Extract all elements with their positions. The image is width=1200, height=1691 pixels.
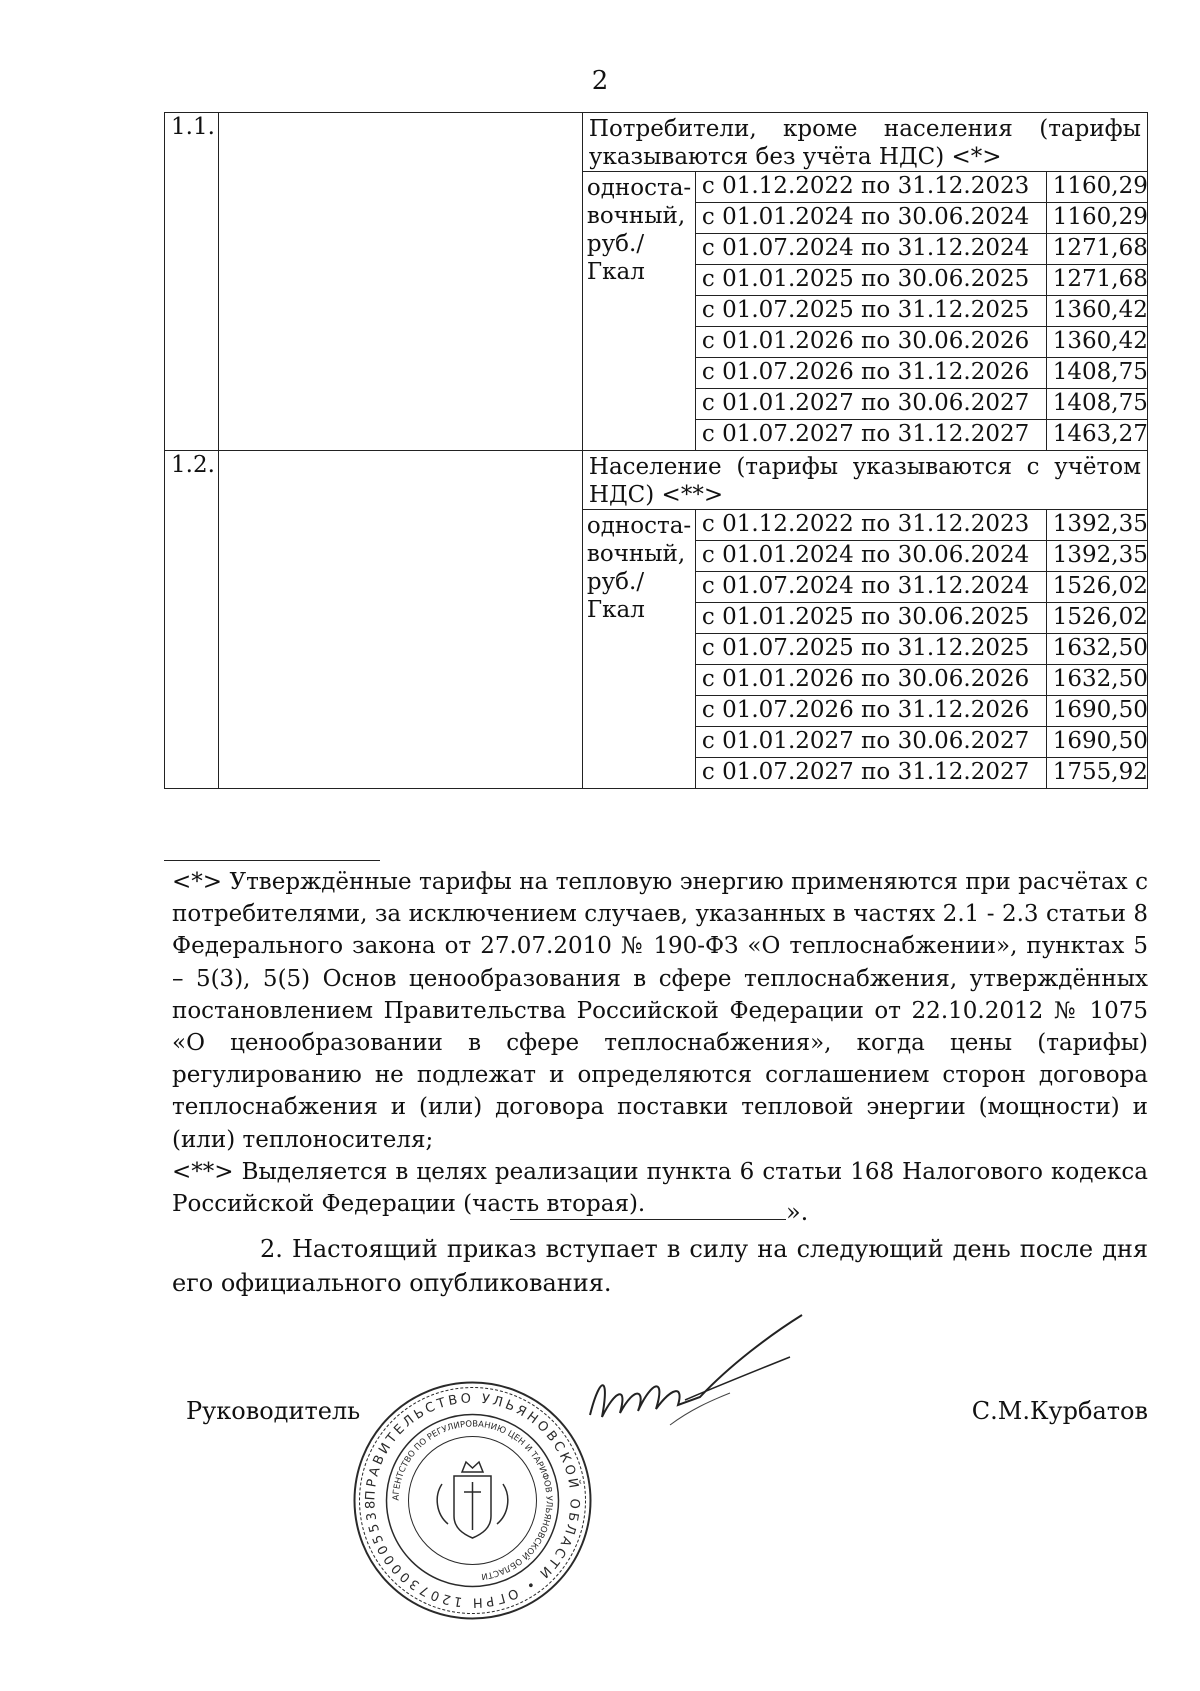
tariff-value: 1271,68 [1046, 234, 1147, 265]
group-title: Население (тарифы указываются с учётом НДС) <**> [582, 451, 1147, 510]
closing-quote [510, 1198, 808, 1226]
tariff-period: с 01.07.2025 по 31.12.2025 [695, 634, 1046, 665]
tariff-period: с 01.07.2027 по 31.12.2027 [695, 758, 1046, 789]
tariff-value: 1160,29 [1046, 203, 1147, 234]
tariff-period: с 01.07.2024 по 31.12.2024 [695, 234, 1046, 265]
official-seal [350, 1378, 595, 1623]
tariff-value: 1632,50 [1046, 634, 1147, 665]
tariff-unit [582, 510, 695, 789]
tariff-period: с 01.07.2024 по 31.12.2024 [695, 572, 1046, 603]
table-row [165, 113, 1148, 172]
tariff-value: 1690,50 [1046, 696, 1147, 727]
tariff-value: 1408,75 [1046, 389, 1147, 420]
closing-mark: ». [786, 1198, 809, 1226]
tariff-unit [582, 172, 695, 451]
tariff-period: с 01.01.2027 по 30.06.2027 [695, 389, 1046, 420]
tariff-unit-line: руб./Гкал [586, 231, 645, 285]
tariff-unit-line: вочный, [586, 203, 686, 229]
tariff-unit-line: руб./Гкал [586, 569, 645, 623]
tariff-period: с 01.07.2026 по 31.12.2026 [695, 358, 1046, 389]
page-number: 2 [591, 66, 609, 96]
tariff-period: с 01.01.2026 по 30.06.2026 [695, 665, 1046, 696]
tariff-period: с 01.12.2022 по 31.12.2023 [695, 510, 1046, 541]
tariff-period: с 01.07.2025 по 31.12.2025 [695, 296, 1046, 327]
empty-cell [219, 113, 583, 451]
tariff-value: 1360,42 [1046, 327, 1147, 358]
tariff-unit-line: односта- [586, 175, 692, 201]
footnotes [172, 866, 1148, 1220]
tariff-period: с 01.01.2024 по 30.06.2024 [695, 203, 1046, 234]
seal-outer-text: ПРАВИТЕЛЬСТВО УЛЬЯНОВСКОЙ ОБЛАСТИ • ОГРН 1207300005538 [363, 1391, 582, 1610]
table-row [165, 451, 1148, 510]
handwritten-signature [580, 1305, 810, 1435]
tariff-table-body [165, 113, 1148, 789]
tariff-unit-line: вочный, [586, 541, 686, 567]
group-title: Потребители, кроме населения (тарифы указываются без учёта НДС) <*> [582, 113, 1147, 172]
effective-date-paragraph: 2. Настоящий приказ вступает в силу на следующий день после дня его официального опубликования. [172, 1235, 1148, 1297]
tariff-period: с 01.01.2026 по 30.06.2026 [695, 327, 1046, 358]
seal-inner-text: АГЕНТСТВО ПО РЕГУЛИРОВАНИЮ ЦЕН И ТАРИФОВ УЛЬЯНОВСКОЙ ОБЛАСТИ [391, 1419, 554, 1581]
footnote-1: <*> Утверждённые тарифы на тепловую энергию применяются при расчётах с потребителями, за исключением случаев, указанных в частях 2.1 - 2.3 статьи 8 Федерального закона от 27.07.2010 № 190-ФЗ «О теплоснабжении», пунктах 5 – 5(3), 5(5) Основ ценообразования в сфере теплоснабжения, утверждённых постановлением Правительства Российской Федерации от 22.10.2012 № 1075 «О ценообразовании в сфере теплоснабжения», когда цены (тарифы) регулированию не подлежат и определяются соглашением сторон договора теплоснабжения и (или) договора поставки тепловой энергии (мощности) и (или) теплоносителя; [172, 869, 1148, 1153]
tariff-value: 1271,68 [1046, 265, 1147, 296]
closing-underline [510, 1219, 786, 1220]
signatory-name: С.М.Курбатов [971, 1397, 1148, 1425]
tariff-period: с 01.01.2025 по 30.06.2025 [695, 603, 1046, 634]
coat-of-arms-icon [437, 1462, 508, 1538]
group-number: 1.1. [165, 113, 219, 451]
tariff-value: 1755,92 [1046, 758, 1147, 789]
tariff-value: 1690,50 [1046, 727, 1147, 758]
signatory-title: Руководитель [186, 1397, 361, 1425]
tariff-period: с 01.07.2027 по 31.12.2027 [695, 420, 1046, 451]
tariff-value: 1526,02 [1046, 572, 1147, 603]
footnote-2: <**> Выделяется в целях реализации пункта 6 статьи 168 Налогового кодекса Российской Федерации (часть вторая). [172, 1158, 1148, 1218]
tariff-value: 1160,29 [1046, 172, 1147, 203]
tariff-value: 1408,75 [1046, 358, 1147, 389]
tariff-period: с 01.07.2026 по 31.12.2026 [695, 696, 1046, 727]
tariff-value: 1632,50 [1046, 665, 1147, 696]
tariff-period: с 01.12.2022 по 31.12.2023 [695, 172, 1046, 203]
tariff-value: 1392,35 [1046, 541, 1147, 572]
tariff-unit-line: односта- [586, 513, 692, 539]
tariff-value: 1526,02 [1046, 603, 1147, 634]
tariff-period: с 01.01.2025 по 30.06.2025 [695, 265, 1046, 296]
tariff-period: с 01.01.2024 по 30.06.2024 [695, 541, 1046, 572]
empty-cell [219, 451, 583, 789]
tariff-value: 1463,27 [1046, 420, 1147, 451]
tariff-value: 1360,42 [1046, 296, 1147, 327]
tariff-table [164, 112, 1148, 789]
tariff-period: с 01.01.2027 по 30.06.2027 [695, 727, 1046, 758]
group-number: 1.2. [165, 451, 219, 789]
footnote-divider [164, 860, 380, 861]
tariff-value: 1392,35 [1046, 510, 1147, 541]
